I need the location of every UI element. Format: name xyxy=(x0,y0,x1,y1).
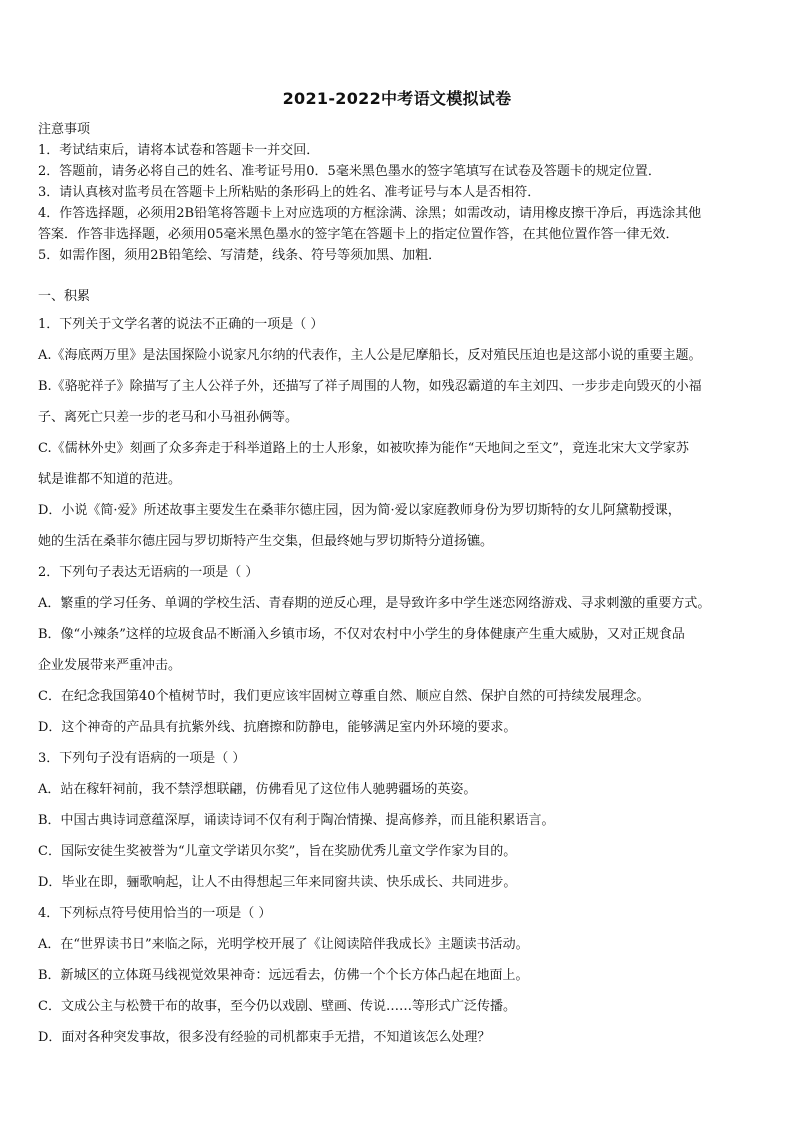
question-option: B.《骆驼祥子》除描写了主人公祥子外，还描写了祥子周围的人物，如残忍霸道的车主刘四、一步步走向毁灭的小福 xyxy=(38,379,702,394)
question-option: C．国际安徒生奖被誉为“儿童文学诺贝尔奖”，旨在奖励优秀儿童文学作家为目的。 xyxy=(38,844,517,859)
question-stem: 2．下列句子表达无语病的一项是（ ） xyxy=(38,565,259,580)
question-option: A.《海底两万里》是法国探险小说家凡尔纳的代表作，主人公是尼摩船长，反对殖民压迫也是这部小说的重要主题。 xyxy=(38,348,702,363)
notice-heading: 注意事项 xyxy=(38,122,91,137)
notice-item: 4．作答选择题，必须用2B铅笔将答题卡上对应选项的方框涂满、涂黑；如需改动，请用橡皮擦干净后，再选涂其他 xyxy=(38,206,702,221)
question-option: D．面对各种突发事故，很多没有经验的司机都束手无措，不知道该怎么处理？ xyxy=(38,1030,491,1045)
notice-item: 1．考试结束后，请将本试卷和答题卡一并交回． xyxy=(38,143,320,158)
question-option: D．小说《简·爱》所述故事主要发生在桑菲尔德庄园，因为简·爱以家庭教师身份为罗切斯特的女儿阿黛勒授课， xyxy=(38,503,681,518)
question-option: C．在纪念我国第40个植树节时，我们更应该牢固树立尊重自然、顺应自然、保护自然的可持续发展理念。 xyxy=(38,689,650,704)
notice-item: 2．答题前，请务必将自己的姓名、准考证号用0．5毫米黑色墨水的签字笔填写在试卷及答题卡的规定位置． xyxy=(38,164,661,179)
question-option: A．繁重的学习任务、单调的学校生活、青春期的逆反心理，是导致许多中学生迷恋网络游戏、寻求刺激的重要方式。 xyxy=(38,596,711,611)
question-option: 她的生活在桑菲尔德庄园与罗切斯特产生交集，但最终她与罗切斯特分道扬镳。 xyxy=(38,534,494,549)
notice-block xyxy=(38,119,760,266)
question-stem: 4．下列标点符号使用恰当的一项是（ ） xyxy=(38,906,272,921)
question-option: C.《儒林外史》刻画了众多奔走于科举道路上的士人形象，如被吹捧为能作“天地间之至文”，竟连北宋大文学家苏 xyxy=(38,441,689,456)
question-stem: 3．下列句子没有语病的一项是（ ） xyxy=(38,751,246,766)
question-1 xyxy=(38,309,758,557)
question-4 xyxy=(38,898,758,1053)
question-2 xyxy=(38,557,758,743)
question-3 xyxy=(38,743,758,898)
question-option: 企业发展带来严重冲击。 xyxy=(38,658,182,673)
question-option: B．中国古典诗词意蕴深厚，诵读诗词不仅有利于陶冶情操、提高修养，而且能积累语言。 xyxy=(38,813,555,828)
question-option: A．在“世界读书日”来临之际，光明学校开展了《让阅读陪伴我成长》主题读书活动。 xyxy=(38,937,529,952)
question-stem: 1．下列关于文学名著的说法不正确的一项是（ ） xyxy=(38,317,324,332)
question-option: B．新城区的立体斑马线视觉效果神奇：远远看去，仿佛一个个长方体凸起在地面上。 xyxy=(38,968,529,983)
question-option: C．文成公主与松赞干布的故事，至今仍以戏剧、壁画、传说……等形式广泛传播。 xyxy=(38,999,516,1014)
question-option: 子、离死亡只差一步的老马和小马祖孙俩等。 xyxy=(38,410,299,425)
question-option: A．站在稼轩祠前，我不禁浮想联翩，仿佛看见了这位伟人驰骋疆场的英姿。 xyxy=(38,782,477,797)
question-list xyxy=(38,309,758,1053)
notice-item: 5．如需作图，须用2B铅笔绘、写清楚，线条、符号等须加黑、加粗． xyxy=(38,248,442,263)
question-option: 轼是谁都不知道的范进。 xyxy=(38,472,182,487)
page-title: 2021-2022中考语文模拟试卷 xyxy=(282,89,512,108)
section-heading: 一、积累 xyxy=(38,289,91,304)
question-option: B．像“小辣条”这样的垃圾食品不断涌入乡镇市场，不仅对农村中小学生的身体健康产生重大威胁，又对正规食品 xyxy=(38,627,685,642)
notice-item: 答案．作答非选择题，必须用05毫米黑色墨水的签字笔在答题卡上的指定位置作答，在其他位置作答一律无效． xyxy=(38,227,679,242)
notice-item: 3．请认真核对监考员在答题卡上所粘贴的条形码上的姓名、准考证号与本人是否相符． xyxy=(38,185,541,200)
question-option: D．毕业在即，骊歌响起，让人不由得想起三年来同窗共读、快乐成长、共同进步。 xyxy=(38,875,517,890)
question-option: D．这个神奇的产品具有抗紫外线、抗磨擦和防静电，能够满足室内外环境的要求。 xyxy=(38,720,517,735)
